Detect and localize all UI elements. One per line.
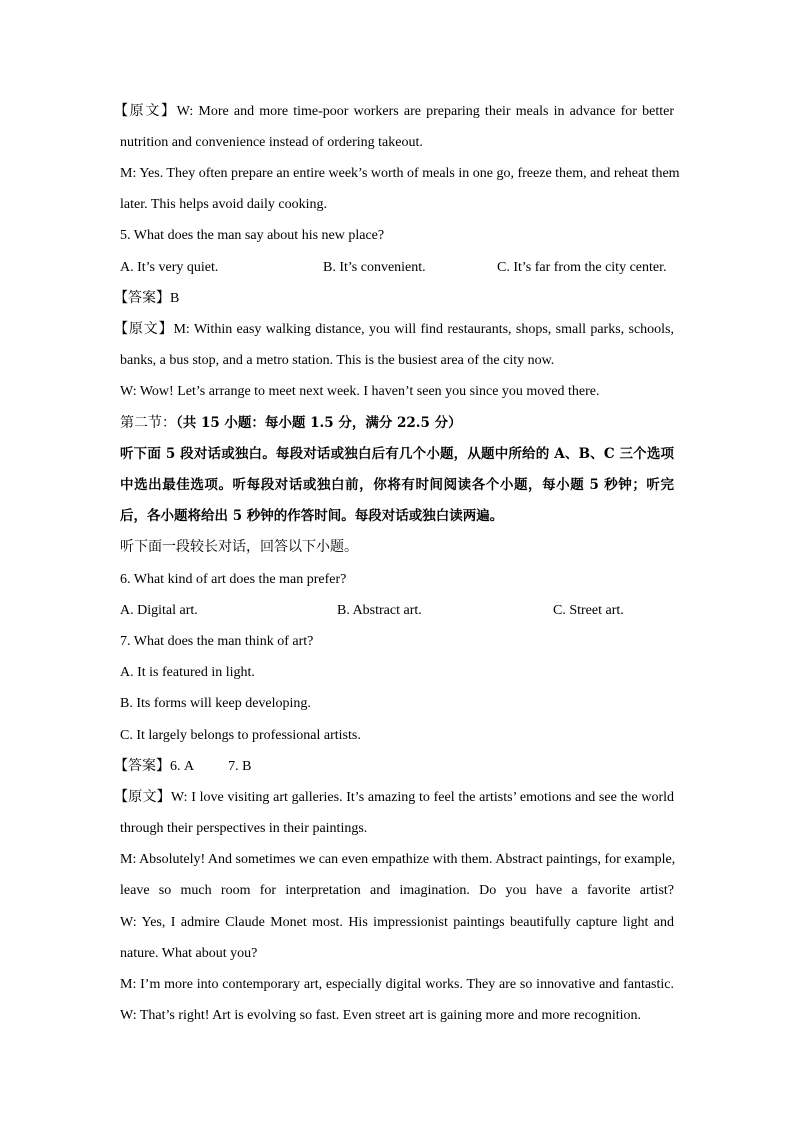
transcript-label: 【原文】 xyxy=(114,104,177,119)
transcript-line: leave so much room for interpretation and imagination. Do you have a favorite artist? xyxy=(120,883,674,898)
transcript-line: through their perspectives in their paintings. xyxy=(120,821,368,836)
q7-option-b: B. Its forms will keep developing. xyxy=(120,696,311,711)
transcript-line: nature. What about you? xyxy=(120,946,258,961)
transcript-line: M: Yes. They often prepare an entire week’s worth of meals in one go, freeze them, and reheat them xyxy=(120,166,680,181)
q6-option-a: A. Digital art. xyxy=(120,603,198,618)
q5-answer xyxy=(114,289,674,309)
instruction-line: 后，各小题将给出 5 秒钟的作答时间。每段对话或独白读两遍。 xyxy=(120,508,504,524)
transcript-text: W: More and more time-poor workers are preparing their meals in advance for better xyxy=(176,104,675,119)
transcript-line: nutrition and convenience instead of ordering takeout. xyxy=(120,135,423,150)
transcript-line xyxy=(114,788,675,808)
q6-option-b: B. Abstract art. xyxy=(337,603,422,618)
section-heading xyxy=(120,413,674,434)
transcript-label: 【原文】 xyxy=(114,790,171,805)
transcript-line xyxy=(114,320,675,340)
question-6: 6. What kind of art does the man prefer? xyxy=(120,572,347,587)
transcript-line: W: Wow! Let’s arrange to meet next week. I haven’t seen you since you moved there. xyxy=(120,384,600,399)
answer-6: 6. A xyxy=(170,759,195,774)
section-heading-rest: （共 15 小题：每小题 1.5 分，满分 22.5 分） xyxy=(176,415,462,431)
transcript-line: banks, a bus stop, and a metro station. This is the busiest area of the city now. xyxy=(120,353,555,368)
answer-label: 【答案】 xyxy=(114,759,170,774)
transcript-line: W: Yes, I admire Claude Monet most. His impressionist paintings beautifully capture light and xyxy=(120,915,674,930)
q5-option-c: C. It’s far from the city center. xyxy=(497,260,667,275)
transcript-line xyxy=(114,102,675,122)
question-5: 5. What does the man say about his new place? xyxy=(120,228,385,243)
q7-option-c: C. It largely belongs to professional artists. xyxy=(120,728,361,743)
q5-option-a: A. It’s very quiet. xyxy=(120,260,219,275)
transcript-line: M: I’m more into contemporary art, especially digital works. They are so innovative and fantastic. xyxy=(120,977,674,992)
transcript-text: W: I love visiting art galleries. It’s amazing to feel the artists’ emotions and see the world xyxy=(170,790,675,805)
transcript-label: 【原文】 xyxy=(114,322,174,337)
instruction-line: 中选出最佳选项。听每段对话或独白前，你将有时间阅读各个小题，每小题 5 秒钟；听完 xyxy=(120,477,674,493)
answer-value: B xyxy=(170,291,180,306)
answer-7: 7. B xyxy=(228,759,252,774)
transcript-line: W: That’s right! Art is evolving so fast. Even street art is gaining more and more recognition. xyxy=(120,1008,641,1023)
q67-answer xyxy=(114,757,674,777)
transcript-text: M: Within easy walking distance, you will find restaurants, shops, small parks, schools, xyxy=(173,322,675,337)
transcript-line: later. This helps avoid daily cooking. xyxy=(120,197,327,212)
q6-option-c: C. Street art. xyxy=(553,603,624,618)
section-heading-prefix: 第二节： xyxy=(120,416,176,431)
q7-option-a: A. It is featured in light. xyxy=(120,665,255,680)
instruction-line: 听下面 5 段对话或独白。每段对话或独白后有几个小题，从题中所给的 A、B、C 三个选项 xyxy=(120,446,674,462)
section-intro: 听下面一段较长对话，回答以下小题。 xyxy=(120,540,358,555)
answer-label: 【答案】 xyxy=(114,291,170,306)
q5-option-b: B. It’s convenient. xyxy=(323,260,426,275)
question-7: 7. What does the man think of art? xyxy=(120,634,314,649)
transcript-line: M: Absolutely! And sometimes we can even empathize with them. Abstract paintings, for example, xyxy=(120,852,676,867)
